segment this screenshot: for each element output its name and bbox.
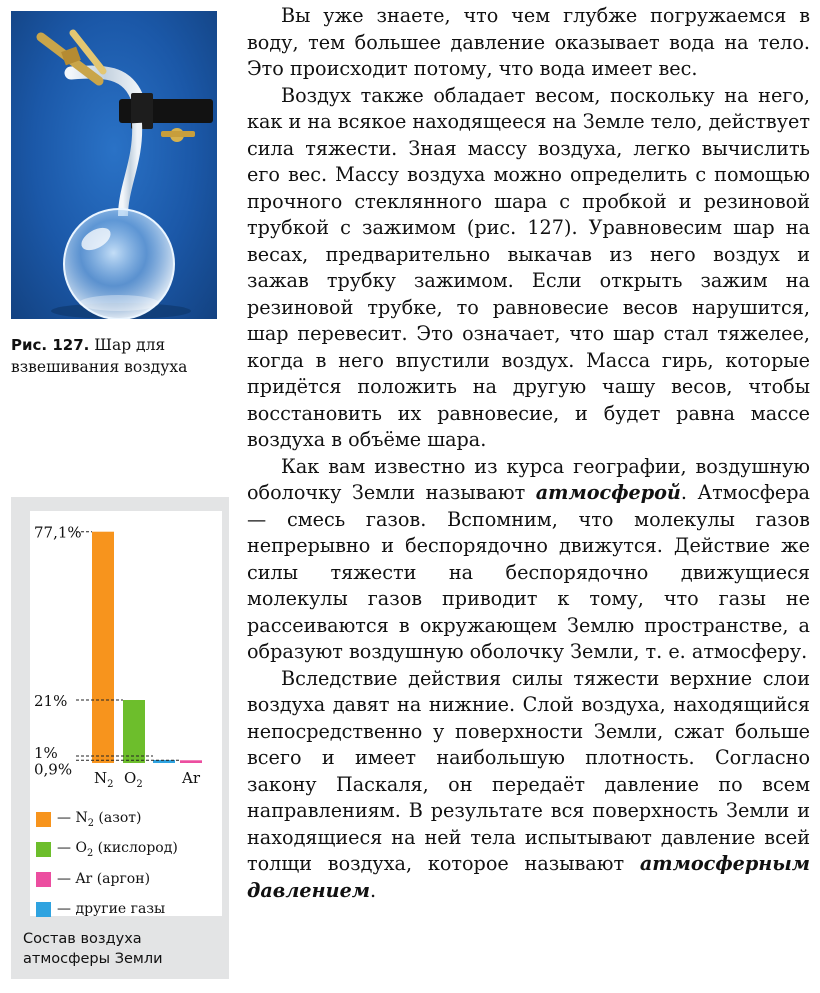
tick-label: 21%	[34, 692, 68, 710]
chart-area	[30, 511, 222, 916]
legend-item	[36, 839, 178, 859]
tick-label: 1%	[34, 744, 58, 762]
tick-label: 77,1%	[34, 523, 82, 542]
body-text	[247, 3, 810, 904]
legend-item	[36, 899, 165, 919]
legend-label: — другие газы	[57, 901, 166, 917]
bar-n2	[92, 532, 114, 763]
legend-item	[36, 869, 150, 889]
paragraph-3	[247, 454, 810, 666]
chart-title: Состав воздуха атмосферы Земли	[23, 931, 163, 967]
legend-item	[36, 809, 141, 829]
figure-label: Рис. 127.	[11, 336, 90, 354]
tick-label: 0,9%	[34, 760, 73, 779]
paragraph-1: Вы уже знаете, что чем глубже погружаемся в воду, тем большее давление оказывает вода на тело. Это происходит потому, что вода имеет вес.	[247, 4, 810, 80]
paragraph-4-end: .	[370, 878, 377, 902]
legend-label: — $O_2$ (кислород)	[57, 839, 178, 859]
category-label-n2: $N_2$	[94, 769, 114, 790]
paragraph-3-start: Как вам известно из курса географии, воздушную оболочку Земли называют	[247, 454, 810, 504]
category-label-o2: $O_2$	[124, 769, 143, 790]
figure-127-photo	[11, 11, 217, 319]
legend-swatch	[36, 812, 51, 827]
glass-sphere-illustration	[11, 11, 217, 319]
legend-label: — Ar (аргон)	[57, 871, 151, 887]
category-label-ar: Ar	[182, 769, 201, 787]
legend-swatch	[36, 902, 51, 917]
legend-swatch	[36, 872, 51, 887]
figure-127-caption	[11, 334, 226, 378]
paragraph-2: Воздух также обладает весом, поскольку на него, как и на всякое находящееся на Земле тело, действует сила тяжести. Зная массу воздуха, легко вычислить его вес. Массу воздуха можно определить с помощью прочного стеклянного шара с пробкой и резиновой трубкой с зажимом (рис. 127). Уравновесим шар на весах, предварительно выкачав из него воздух и зажав трубку зажимом. Если открыть зажим на резиновой трубке, то равновесие весов нарушится, шар перевесит. Это означает, что шар стал тяжелее, когда в него впустили воздух. Масса гирь, которые придётся положить на другую чашу весов, чтобы восстановить их равновесие, и будет равна массе воздуха в объёме шара.	[247, 83, 810, 451]
bar-ar	[180, 760, 202, 763]
air-composition-chart-panel	[11, 497, 229, 979]
bar-o2	[123, 700, 145, 763]
term-atmospheric-pressure: атмосферным давлением	[247, 852, 810, 902]
legend-label: — $N_2$ (азот)	[57, 809, 142, 829]
bar-chart	[30, 511, 222, 811]
paragraph-3-end: . Атмосфера — смесь газов. Вспомним, что молекулы газов непрерывно и беспорядочно движутся. Действие же силы тяжести на беспорядочно движущиеся молекулы газов приводит к тому, что газы не рассеиваются в окружающем Землю пространстве, а образуют воздушную оболочку Земли, т. е. атмосферу.	[247, 481, 810, 663]
paragraph-4	[247, 666, 810, 905]
term-atmosphere: атмосферой	[535, 481, 681, 504]
figure-caption-text: Шар для взвешивания воздуха	[11, 336, 188, 376]
legend-swatch	[36, 842, 51, 857]
paragraph-4-start: Вследствие действия силы тяжести верхние слои воздуха давят на нижние. Слой воздуха, находящийся непосредственно у поверхности Земли, сжат больше всего и имеет наибольшую плотность. Согласно закону Паскаля, он передаёт давление по всем направлениям. В результате вся поверхность Земли и находящиеся на ней тела испытывают давление всей толщи воздуха, которое называют	[247, 666, 810, 875]
